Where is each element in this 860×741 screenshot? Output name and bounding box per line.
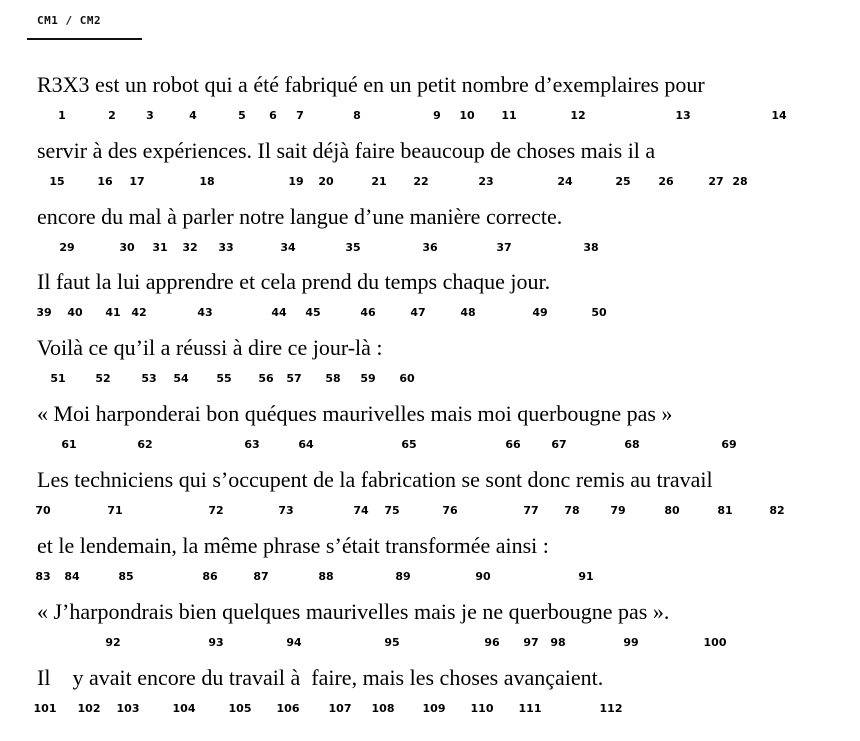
word-number: 4 (189, 109, 197, 122)
word-number: 89 (395, 570, 411, 583)
word-number: 17 (129, 175, 145, 188)
word-number: 60 (399, 372, 415, 385)
word-number: 78 (564, 504, 580, 517)
word-number: 102 (77, 702, 101, 715)
word-number: 49 (532, 306, 548, 319)
word-number: 73 (278, 504, 294, 517)
word-number: 51 (50, 372, 66, 385)
word-number: 70 (35, 504, 51, 517)
text-line: et le lendemain, la même phrase s’était transformée ainsi : (37, 533, 549, 558)
word-number: 95 (384, 636, 400, 649)
word-number: 30 (119, 241, 135, 254)
word-number: 69 (721, 438, 737, 451)
word-number: 76 (442, 504, 458, 517)
word-number: 35 (345, 241, 361, 254)
word-number: 26 (658, 175, 674, 188)
word-number: 98 (550, 636, 566, 649)
word-number: 94 (286, 636, 302, 649)
word-number: 28 (732, 175, 748, 188)
word-number: 108 (371, 702, 395, 715)
word-number: 15 (49, 175, 65, 188)
word-number: 13 (675, 109, 691, 122)
word-number: 99 (623, 636, 639, 649)
word-number: 61 (61, 438, 77, 451)
word-number: 3 (146, 109, 154, 122)
word-number: 33 (218, 241, 234, 254)
word-number: 39 (36, 306, 52, 319)
word-number: 97 (523, 636, 539, 649)
text-line: « J’harpondrais bien quelques maurivelles mais je ne querbougne pas ». (37, 599, 670, 624)
word-number: 55 (216, 372, 232, 385)
word-number: 9 (433, 109, 441, 122)
text-line: R3X3 est un robot qui a été fabriqué en un petit nombre d’exemplaires pour (37, 72, 705, 97)
word-number: 104 (172, 702, 196, 715)
word-number: 19 (288, 175, 304, 188)
word-number: 86 (202, 570, 218, 583)
word-number: 25 (615, 175, 631, 188)
word-number: 58 (325, 372, 341, 385)
word-number: 27 (708, 175, 724, 188)
word-number: 85 (118, 570, 134, 583)
level-underline (27, 38, 142, 40)
word-number: 12 (570, 109, 586, 122)
word-number: 11 (501, 109, 517, 122)
text-line: Il faut la lui apprendre et cela prend du temps chaque jour. (37, 269, 551, 294)
word-number: 47 (410, 306, 426, 319)
word-number: 107 (328, 702, 352, 715)
word-number: 14 (771, 109, 787, 122)
word-number: 66 (505, 438, 521, 451)
word-number: 67 (551, 438, 567, 451)
word-number: 38 (583, 241, 599, 254)
text-line: Les techniciens qui s’occupent de la fabrication se sont donc remis au travail (37, 467, 713, 492)
word-number: 40 (67, 306, 83, 319)
word-number: 57 (286, 372, 302, 385)
word-number: 46 (360, 306, 376, 319)
word-number: 20 (318, 175, 334, 188)
word-number: 1 (58, 109, 66, 122)
word-number: 48 (460, 306, 476, 319)
word-number: 29 (59, 241, 75, 254)
word-number: 62 (137, 438, 153, 451)
word-number: 96 (484, 636, 500, 649)
word-number: 22 (413, 175, 429, 188)
level-label: CM1 / CM2 (37, 14, 102, 27)
word-number: 110 (470, 702, 494, 715)
word-number: 111 (518, 702, 542, 715)
word-number: 75 (384, 504, 400, 517)
word-number: 6 (269, 109, 277, 122)
word-number: 105 (228, 702, 252, 715)
word-number: 82 (769, 504, 785, 517)
word-number: 44 (271, 306, 287, 319)
word-number: 101 (33, 702, 57, 715)
word-number: 7 (296, 109, 304, 122)
word-number: 50 (591, 306, 607, 319)
word-number: 43 (197, 306, 213, 319)
word-number: 8 (353, 109, 361, 122)
word-number: 90 (475, 570, 491, 583)
word-number: 77 (523, 504, 539, 517)
word-number: 68 (624, 438, 640, 451)
word-number: 88 (318, 570, 334, 583)
word-number: 65 (401, 438, 417, 451)
word-number: 53 (141, 372, 157, 385)
word-number: 93 (208, 636, 224, 649)
word-number: 42 (131, 306, 147, 319)
word-number: 10 (459, 109, 475, 122)
word-number: 23 (478, 175, 494, 188)
word-number: 63 (244, 438, 260, 451)
word-number: 54 (173, 372, 189, 385)
word-number: 80 (664, 504, 680, 517)
word-number: 59 (360, 372, 376, 385)
word-number: 32 (182, 241, 198, 254)
word-number: 31 (152, 241, 168, 254)
text-line: Il y avait encore du travail à faire, mais les choses avançaient. (37, 665, 604, 690)
word-number: 37 (496, 241, 512, 254)
word-number: 36 (422, 241, 438, 254)
word-number: 45 (305, 306, 321, 319)
word-number: 79 (610, 504, 626, 517)
word-number: 16 (97, 175, 113, 188)
word-number: 103 (116, 702, 140, 715)
text-line: encore du mal à parler notre langue d’une manière correcte. (37, 204, 563, 229)
word-number: 84 (64, 570, 80, 583)
word-number: 112 (599, 702, 623, 715)
word-number: 92 (105, 636, 121, 649)
text-line: servir à des expériences. Il sait déjà faire beaucoup de choses mais il a (37, 138, 656, 163)
word-number: 2 (108, 109, 116, 122)
word-number: 52 (95, 372, 111, 385)
word-number: 21 (371, 175, 387, 188)
text-line: Voilà ce qu’il a réussi à dire ce jour-là : (37, 335, 383, 360)
word-number: 100 (703, 636, 727, 649)
word-number: 34 (280, 241, 296, 254)
word-number: 72 (208, 504, 224, 517)
word-number: 74 (353, 504, 369, 517)
word-number: 41 (105, 306, 121, 319)
word-number: 71 (107, 504, 123, 517)
word-number: 87 (253, 570, 269, 583)
text-line: « Moi harponderai bon quéques maurivelles mais moi querbougne pas » (37, 401, 673, 426)
word-number: 24 (557, 175, 573, 188)
word-number: 83 (35, 570, 51, 583)
word-number: 106 (276, 702, 300, 715)
word-number: 64 (298, 438, 314, 451)
word-number: 81 (717, 504, 733, 517)
word-number: 56 (258, 372, 274, 385)
word-number: 91 (578, 570, 594, 583)
word-number: 5 (238, 109, 246, 122)
word-number: 109 (422, 702, 446, 715)
word-number: 18 (199, 175, 215, 188)
